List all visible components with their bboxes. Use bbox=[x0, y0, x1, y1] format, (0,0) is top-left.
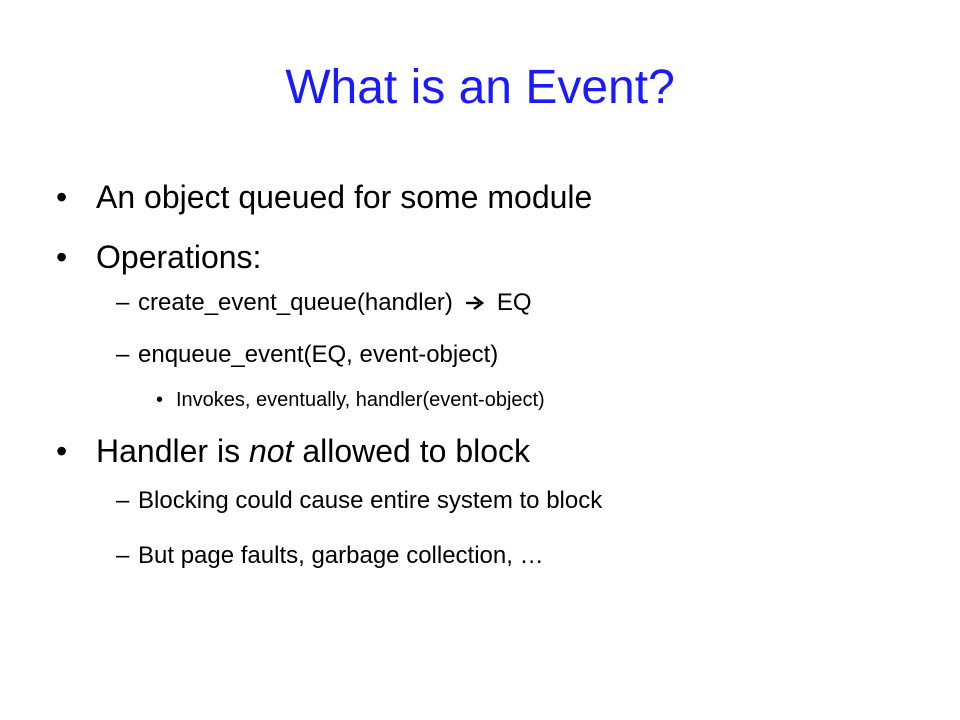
sub-sub-bullet-text: Invokes, eventually, handler(event-object) bbox=[176, 389, 545, 411]
bullet-marker: • bbox=[156, 389, 164, 411]
dash-marker: – bbox=[116, 289, 130, 316]
sub-bullet-text: enqueue_event(EQ, event-object) bbox=[138, 341, 499, 368]
text-run: allowed to block bbox=[293, 433, 531, 469]
bullet-text: Operations: bbox=[96, 239, 262, 275]
right-arrow-icon bbox=[465, 288, 487, 318]
bullet-text: An object queued for some module bbox=[96, 179, 593, 215]
bullet-marker: • bbox=[56, 239, 68, 275]
sub-bullet-text: Blocking could cause entire system to block bbox=[138, 487, 603, 514]
bullet-marker: • bbox=[56, 433, 68, 469]
dash-marker: – bbox=[116, 487, 130, 514]
sub-bullet-text: But page faults, garbage collection, … bbox=[138, 542, 544, 569]
dash-marker: – bbox=[116, 341, 130, 368]
bullet-marker: • bbox=[56, 179, 68, 215]
dash-marker: – bbox=[116, 542, 130, 569]
sub-bullet-text bbox=[138, 288, 532, 318]
emphasis-text: not bbox=[248, 433, 294, 469]
code-text: create_event_queue(handler) bbox=[138, 289, 453, 316]
slide-title: What is an Event? bbox=[285, 61, 675, 114]
bullet-text bbox=[96, 431, 530, 471]
text-run: Handler is bbox=[96, 433, 249, 469]
result-text: EQ bbox=[496, 289, 532, 316]
